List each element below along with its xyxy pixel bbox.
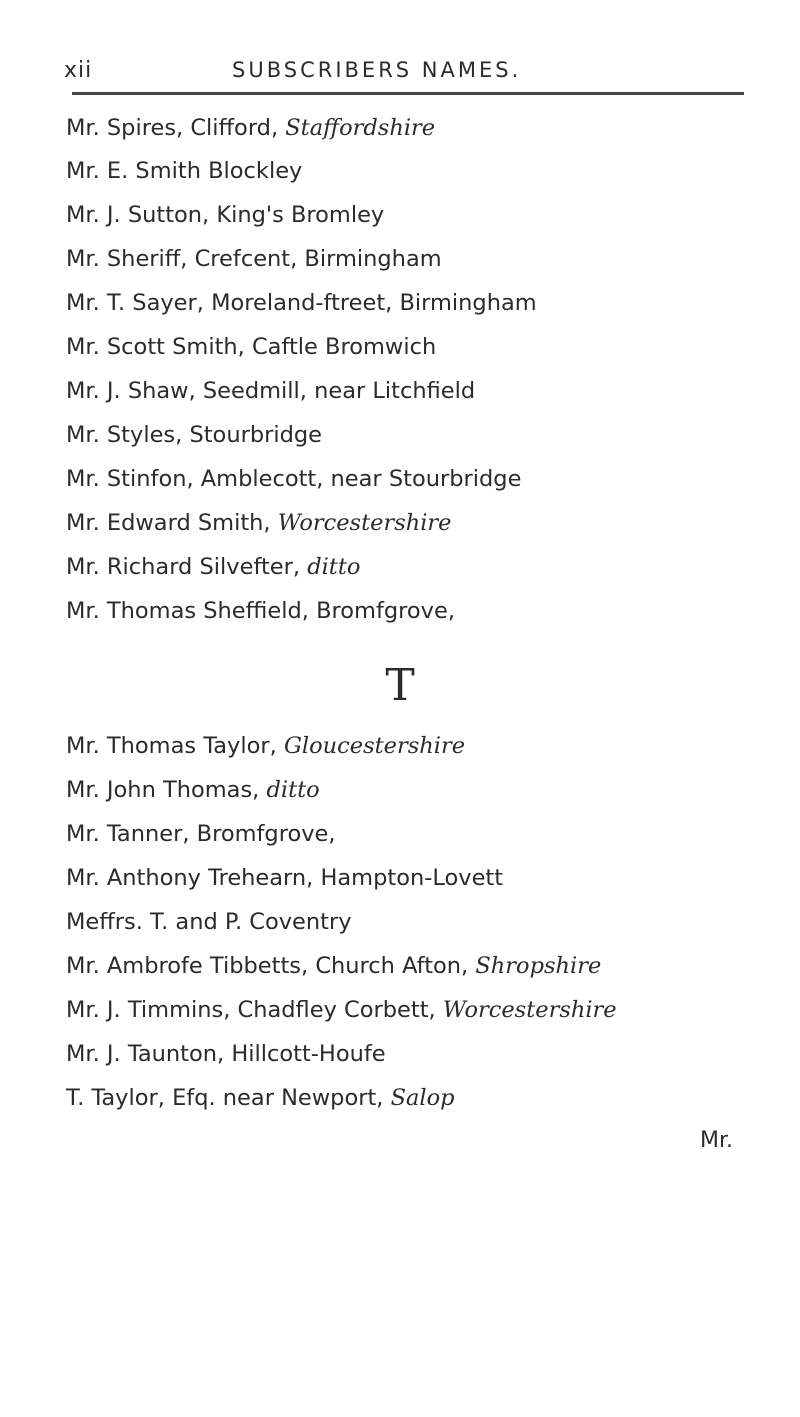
- page-header: [0, 50, 800, 90]
- subscriber-entry: Mr. Spires, Clifford, Staffordshire: [66, 115, 436, 141]
- subscriber-entry: T. Taylor, Efq. near Newport, Salop: [66, 1085, 455, 1111]
- subscriber-entry: Mr. Sheriff, Crefcent, Birmingham: [66, 246, 442, 272]
- subscriber-entry: Mr. Richard Silvefter, ditto: [66, 554, 361, 580]
- subscriber-entry: Mr. Thomas Sheffield, Bromfgrove,: [66, 598, 455, 624]
- subscriber-entry: Mr. E. Smith Blockley: [66, 158, 303, 184]
- subscriber-entry: Mr. T. Sayer, Moreland-ftreet, Birmingham: [66, 290, 537, 316]
- subscriber-entry: Mr. Thomas Taylor, Gloucestershire: [66, 733, 466, 759]
- running-head: SUBSCRIBERS NAMES.: [232, 58, 522, 82]
- subscriber-entry: Mr. J. Timmins, Chadfley Corbett, Worcestershire: [66, 997, 617, 1023]
- subscriber-entry: Mr. Edward Smith, Worcestershire: [66, 510, 452, 536]
- subscriber-entry: Meffrs. T. and P. Coventry: [66, 909, 352, 935]
- subscriber-entry: Mr. J. Sutton, King's Bromley: [66, 202, 385, 228]
- catchword: Mr.: [700, 1128, 733, 1153]
- section-letter: T: [385, 660, 415, 711]
- subscriber-entry: Mr. Ambrofe Tibbetts, Church Afton, Shropshire: [66, 953, 602, 979]
- page-number: xii: [64, 58, 93, 83]
- header-rule: [72, 92, 744, 95]
- subscriber-entry: Mr. Stinfon, Amblecott, near Stourbridge: [66, 466, 522, 492]
- subscriber-entry: Mr. Anthony Trehearn, Hampton-Lovett: [66, 865, 504, 891]
- subscriber-entry: Mr. Scott Smith, Caftle Bromwich: [66, 334, 437, 360]
- subscriber-entry: Mr. J. Taunton, Hillcott-Houfe: [66, 1041, 386, 1067]
- subscriber-entry: Mr. John Thomas, ditto: [66, 777, 320, 803]
- subscriber-entry: Mr. J. Shaw, Seedmill, near Litchfield: [66, 378, 476, 404]
- subscriber-entry: Mr. Tanner, Bromfgrove,: [66, 821, 336, 847]
- subscriber-entry: Mr. Styles, Stourbridge: [66, 422, 323, 448]
